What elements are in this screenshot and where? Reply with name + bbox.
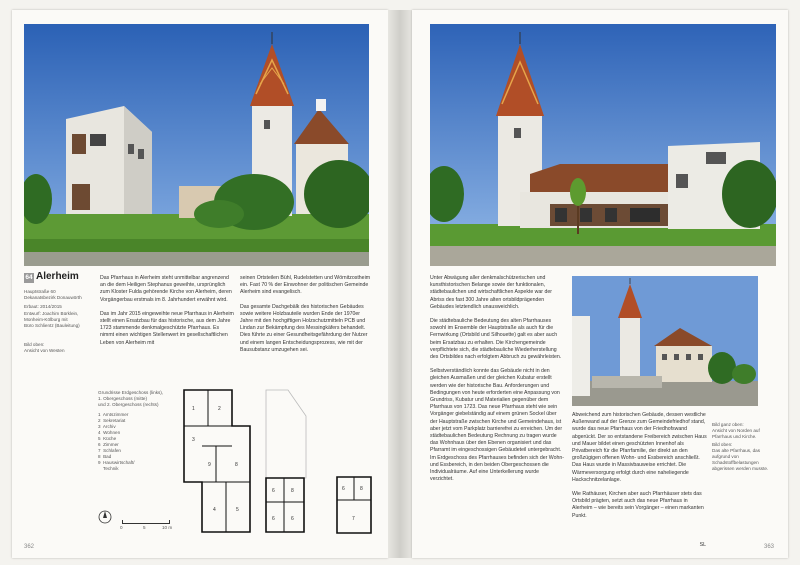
svg-text:6: 6: [291, 516, 294, 522]
plan-caption: Grundrisse Erdgeschoss (links), 1. Obergeschoss (mitte) und 2. Obergeschoss (rechts): [98, 390, 164, 407]
floor-plan-second: [334, 474, 374, 536]
right-page: [412, 10, 788, 558]
legend-item: 9 Hauswirtschaft/ Technik: [98, 460, 135, 471]
svg-text:8: 8: [360, 486, 363, 492]
paragraph: Unter Abwägung aller denkmalschützerischen und kunsthistorischen Belange sowie der funktionalen, städtebaulichen und wirtschaftlichen Aspekte war der Abriss des fast 300 Jahre alten ortsbildprägenden Gebäudes letztendlich unausweichlich.: [430, 275, 552, 310]
floor-plan-ground: [180, 386, 256, 534]
built-text: Erbaut: 2014/2015: [24, 304, 62, 309]
photo-caption-old: Bild oben: Das alte Pfarrhaus, das aufgrund von Schadstoffbelastungen abgerissen werden musste.: [712, 442, 769, 471]
body-column-2: [572, 412, 708, 527]
svg-text:4: 4: [213, 507, 216, 513]
paragraph: Das Pfarrhaus in Alerheim steht unmittelbar angrenzend an die dem Heiligen Stephanus geweihte, ursprünglich zum Kloster Fulda gehörende Kirche von Alerheim, deren Vorgängerbau erstmals im 8. Jahrhundert erwähnt wird.: [100, 275, 232, 303]
page-number: 362: [24, 544, 35, 550]
legend-list: [98, 412, 178, 472]
svg-text:8: 8: [291, 488, 294, 494]
photo-north-view: [430, 24, 776, 266]
svg-text:8: 8: [235, 462, 238, 468]
page-title: Alerheim: [36, 271, 79, 282]
legend-item: 2 Sekretariat: [98, 418, 126, 423]
svg-text:5: 5: [236, 507, 239, 513]
svg-text:3: 3: [192, 437, 195, 443]
scale-label: 5: [143, 525, 146, 530]
svg-text:6: 6: [342, 486, 345, 492]
book-gutter: [388, 10, 412, 558]
entry-number-badge: 64: [25, 274, 33, 281]
scale-label: 10 m: [162, 525, 173, 530]
body-column-1: [100, 275, 234, 354]
paragraph: Abweichend zum historischen Gebäude, dessen westliche Außenwand auf der Grenze zum Gemeindefriedhof stand, wurde das neue Pfarrhaus von der Friedhofswand abgerückt. Der so entstandene Freibereich zwischen Haus und Mauer bildet einen geschützten Innenhof als Privatbereich für die Pfarrfamilie, der direkt an den großzügigen offenen Wohn- und Essbereich anschließt. Das Haus wurde in Massivbauweise errichtet. Die Wärmeversorgung erfolgt durch eine naheliegende Hackschnitzelanlage.: [572, 412, 707, 483]
legend-item: 4 Wohnen: [98, 430, 121, 435]
design-text: Entwurf: Joachim Bürklein, Monheim-Kölburg mit Büro Schlientz (Bauleitung): [24, 311, 80, 328]
floor-plan-first: [260, 386, 308, 534]
svg-text:1: 1: [192, 406, 195, 412]
legend-item: 7 Schlafen: [98, 448, 121, 453]
legend-item: 8 Bad: [98, 454, 112, 459]
photo-caption-north: Bild ganz oben: Ansicht von Norden auf Pfarrhaus und Kirche.: [712, 422, 760, 439]
svg-text:6: 6: [272, 488, 275, 494]
north-arrow-icon: [98, 510, 112, 524]
legend-item: 5 Küche: [98, 436, 117, 441]
paragraph: Selbstverständlich konnte das Gebäude nicht in den gleichen Ausmaßen und der gleichen Kubatur erstellt werden wie der historische Bau. Anforderungen und Bedingungen von heute erforderten eine Anpassung von Grundriss, Kubatur und Materialien gegenüber dem Pfarrhaus von 1723. Das neue Pfarrhaus steht wie sein Vorgänger giebelständig auf einem grünen Sockel über der Hauptstraße zwischen Kirche und Gemeindehaus, ist aber jetzt vom Parkplatz barrierefrei zu erreichen. Um der städtebaulichen Bedeutung Rechnung zu tragen wurde das Wohnhaus über den Ebenen organisiert und das Pfarramt im eingeschossigen Gebäudeteil untergebracht. Im Erdgeschoss des Pfarrhauses befinden sich der Wohn- und Essbereich, in den beiden Obergeschossen die Individualräume. Auf eine Unterkellerung wurde verzichtet.: [430, 368, 564, 483]
svg-text:9: 9: [208, 462, 211, 468]
page-number: 363: [764, 544, 775, 550]
address-text: Hauptstraße 60 Dekanatsbezirk Donauwörth: [24, 289, 82, 300]
scale-bar: [122, 520, 170, 524]
paragraph: Das gesamte Dachgebälk des historischen Gebäudes sowie weitere Holzbauteile wurden Ende der 1970er Jahre mit den hochgiftigen Holzschutzmitteln PCB und Lindan zur Bekämpfung des Messingkäfers behandelt. Dies führte zu einer Gesundheitsgefährdung der Nutzer und einem langen Entscheidungsprozess, wie mit der Bausubstanz umzugehen sei.: [240, 303, 368, 353]
scale-label: 0: [120, 525, 123, 530]
body-column-2: [240, 275, 374, 361]
paragraph: seinen Ortsteilen Bühl, Rudelstetten und Wörnitzostheim ein. Fast 70 % der Einwohner der politischen Gemeinde Alerheim sind evangelisch.: [240, 275, 371, 296]
left-page: [12, 10, 388, 558]
paragraph: Wie Rathäuser, Kirchen aber auch Pfarrhäuser stets das Ortsbild prägten, setzt auch das neue Pfarrhaus in Alerheim – wie bereits sein Vorgänger – einen markanten Punkt.: [572, 491, 704, 519]
paragraph: Die städtebauliche Bedeutung des alten Pfarrhauses sowohl im Ensemble der Hauptstraße als auch für die Fernwirkung (Ortsbild und Silhouette) galt es aber auch beim Ersatzbau zu erhalten. Die Kirchengemeinde verpflichtete sich, die städtebauliche Wiederherstellung des Ortsbildes nach erfolgtem Abbruch zu gewährleisten.: [430, 318, 562, 361]
svg-text:7: 7: [352, 516, 355, 522]
legend-item: 3 Archiv: [98, 424, 116, 429]
photo-old-parsonage: [572, 276, 758, 406]
author-initials: SL: [699, 542, 706, 548]
photo-caption: Bild oben: Ansicht von Westen: [24, 342, 65, 353]
paragraph: Das im Jahr 2015 eingeweihte neue Pfarrhaus in Alerheim stellt einen Ersatzbau für das historische, aus dem Jahre 1723 stammende denkmalgeschützte Pfarrhaus. Es nimmt einen wichtigen Stellenwert im gesellschaftlichen Leben von Alerheim mit: [100, 310, 234, 346]
svg-text:6: 6: [272, 516, 275, 522]
body-column-1: [430, 275, 564, 490]
svg-text:2: 2: [218, 406, 221, 412]
legend-item: 6 Zimmer: [98, 442, 119, 447]
photo-west-view: [24, 24, 369, 266]
legend-item: 1 Amtszimmer: [98, 412, 129, 417]
